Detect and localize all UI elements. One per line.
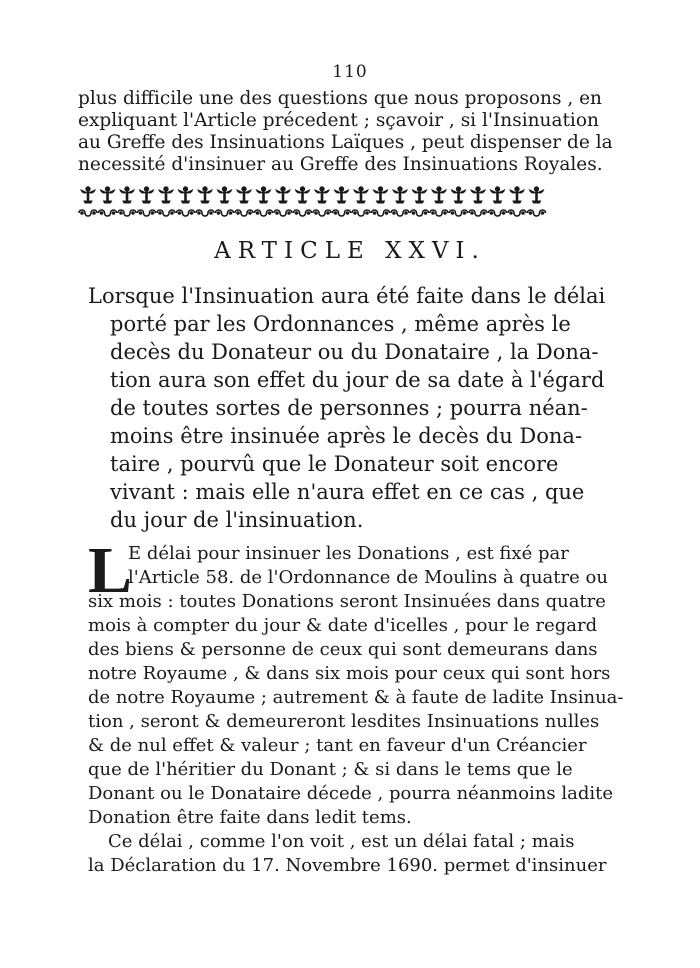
text-line: expliquant l'Article précedent ; sçavoir , si l'Insinuation <box>78 110 599 131</box>
text-line: taire , pourvû que le Donateur soit encore <box>110 452 559 476</box>
text-line: moins être insinuée après le decès du Dona- <box>110 424 583 448</box>
text-line: decès du Donateur ou du Donataire , la Dona- <box>110 340 599 364</box>
article-heading: ARTICLE XXVI. <box>214 238 486 264</box>
text-line: notre Royaume , & dans six mois pour ceux qui sont hors <box>88 663 611 684</box>
text-line: des biens & personne de ceux qui sont demeurans dans <box>88 639 598 660</box>
text-line: Donant ou le Donataire décede , pourra néanmoins ladite <box>88 783 614 804</box>
text-line: vivant : mais elle n'aura effet en ce cas , que <box>110 480 585 504</box>
text-line: de notre Royaume ; autrement & à faute de ladite Insinua- <box>88 687 624 708</box>
text-line: tion aura son effet du jour de sa date à l'égard <box>110 368 605 392</box>
text-line: au Greffe des Insinuations Laïques , peut dispenser de la <box>78 132 613 153</box>
page-number: 110 <box>332 62 368 82</box>
text-line: Lorsque l'Insinuation aura été faite dans le délai <box>88 284 606 308</box>
text-line: tion , seront & demeureront lesdites Insinuations nulles <box>88 711 600 732</box>
text-line: Ce délai , comme l'on voit , est un délai fatal ; mais <box>108 831 575 852</box>
text-line: plus difficile une des questions que nous proposons , en <box>78 88 602 109</box>
text-line: du jour de l'insinuation. <box>110 508 364 532</box>
fleuron-band-icon <box>78 186 548 220</box>
text-line: de toutes sortes de personnes ; pourra néan- <box>110 396 588 420</box>
text-line: la Déclaration du 17. Novembre 1690. permet d'insinuer <box>88 855 607 876</box>
text-line: l'Article 58. de l'Ordonnance de Moulins à quatre ou <box>128 567 608 588</box>
text-line: que de l'héritier du Donant ; & si dans le tems que le <box>88 759 573 780</box>
text-line: E délai pour insinuer les Donations , est fixé par <box>128 543 569 564</box>
text-line: porté par les Ordonnances , même après le <box>110 312 571 336</box>
text-line: mois à compter du jour & date d'icelles , pour le regard <box>88 615 598 636</box>
drop-cap: L <box>88 534 133 607</box>
text-line: Donation être faite dans ledit tems. <box>88 807 412 828</box>
text-line: necessité d'insinuer au Greffe des Insinuations Royales. <box>78 154 603 175</box>
text-line: six mois : toutes Donations seront Insinuées dans quatre <box>88 591 606 612</box>
text-line: & de nul effet & valeur ; tant en faveur d'un Créancier <box>88 735 587 756</box>
